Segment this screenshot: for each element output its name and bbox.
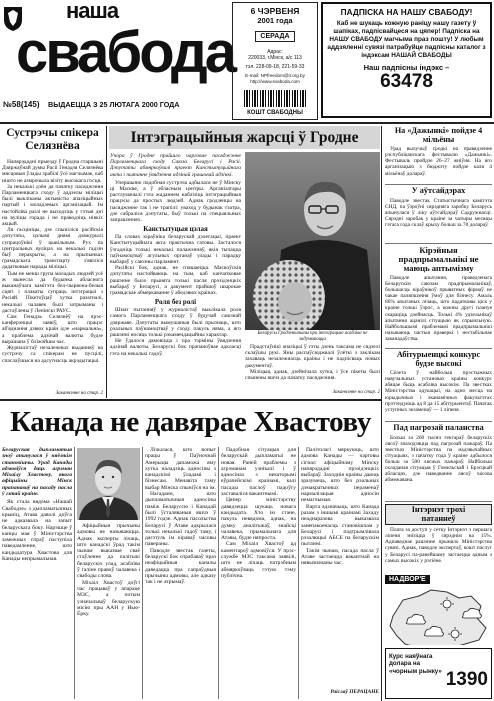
- paragraph: За некалькі дзён да пачатку пасяджэння Парламенцкага сходу ў аддзелы міліцыі былі выкліканы актывісты апазіцыйных партый і моладзевых арганізацый. Ім настойліва раілі не выходзіць у гэтыя дні на вуліцы горада і не праводзіць ніякіх акцый.: [2, 183, 103, 228]
- issue-since: ВЫДАЕЦЦА З 25 ЛЮТАГА 2000 ГОДА: [48, 100, 180, 109]
- paragraph: Шмат пытанняў у журналістаў выклікала роля самога Парламенцкага сходу ў будучай саюзнай дзяржаве. Дэпутаты вымушаныя былі прызнаць, што рэальных паўнамоцтваў у сходу пакуль няма, а яго рашэнні носяць толькі рэкамендацыйны характар.: [110, 307, 241, 339]
- khvastou-col-1: [2, 447, 72, 699]
- paragraph: Як стала вядома «Нашай Свабодзе» з дыпламатычных крыніц, Атава даволі доўга не адказвала на запыт беларускага боку. Нарэшце ў канцы мая ў Міністэрства замежных спраў паступіла паведамленне, што кандыдатура Хвастова для Канады непрымальная.: [2, 499, 72, 563]
- section-rule: [0, 399, 381, 401]
- brief-text: [385, 275, 492, 342]
- speaker-body: [2, 159, 103, 387]
- date-box: [232, 2, 318, 120]
- phones: тэл. 228-09-18, 221-59-33: [245, 64, 305, 70]
- weather-block: [385, 568, 492, 645]
- dollar-rate-label: Курс наяўнага долара на «чорным рынку»: [389, 653, 442, 675]
- paragraph: Урад вылучыў сродкі на правядзенне рэспубліканскага фестывалю «Дажынкі». Фестываль пройдзе 26–27 жніўня. На яго арганізацыю з бюджэту пойдзе каля 4 мільёнаў долараў.: [385, 146, 492, 177]
- brief-rule: [385, 184, 492, 185]
- issue-number: №58(145): [3, 100, 40, 109]
- paragraph: Такім чынам, пасада пасла ў Атаве застаецца вакантнай на нявызначаны час.: [301, 547, 379, 567]
- masthead-over: наша: [66, 0, 119, 23]
- brief-title: Пад пагрозай паланства: [393, 424, 484, 432]
- paragraph: Не ўдалося дамовіцца і пра тэрміны ўвядзення адзінай валюты. Беларускі бок прапаноўвае адкласці гэта на некалькі гадоў.: [110, 338, 241, 357]
- brief-item: [385, 246, 492, 347]
- main-intro: Учора ў Гродне прайшло чарговае пасяджэнне Парламенцкага сходу Саюза Беларусі і Расіі. Дэпутаты абмяркоўвалі праект Канстытуцыйнага акта і пытанне ўвядзення адзінай грашовай адзінкі.: [110, 153, 241, 178]
- subscription-index: 63478: [380, 70, 433, 92]
- brief-title: Кірэйныя прадпрымальнікі не маюць аптымізму: [398, 246, 479, 273]
- main-photo: [245, 152, 380, 330]
- khvastou-col-5: [301, 447, 379, 685]
- brief-rule: [385, 348, 492, 349]
- speaker-title: Сустрэчы спікера Селязнёва: [6, 127, 99, 152]
- paragraph: Палітолагі мяркуюць, што адмова Канады — чарговы сігнал афіцыйнаму Мінску напярэдадні прэзідэнцкіх выбараў. Заходнія краіны даюць зразумець, што без рэальных дэмакратычных пераменаў нармалізацыя адносін немагчымая.: [301, 447, 379, 504]
- paragraph: Варта адзначыць, што Канада разам з іншымі краінамі Захаду неаднаразова выказвала занепакоенасць становішчам у Беларусі і падтрымлівала рэзалюцыі АБСЕ па беларускім пытанні.: [301, 503, 379, 548]
- speaker-article: [2, 127, 103, 397]
- paragraph: Напярэдадні прыезду ў Гродна старшыні Дзяржаўнай думы Расіі Генадзя Селязнёва мясцовыя ўлады зрабілі ўсё магчымае, каб нішто не азмрочыла візіту высокага госця.: [2, 159, 103, 184]
- subscription-index-label: Наш падпісны індэкс –: [363, 62, 450, 72]
- brief-rule: [385, 501, 492, 502]
- paragraph: Падобная сітуацыя для беларускай дыпламатыі не новая. Раней праблемы з агрэманам узнікалі і ў адносінах з некаторымі еўрапейскімі краінамі, калі пасады паслоў падоўгу заставаліся вакантнымі.: [221, 447, 296, 498]
- subscription-box: [321, 2, 492, 118]
- column-rule: [298, 447, 299, 699]
- column-rule: [142, 447, 143, 699]
- brief-title: Інтэрнэт трохі патаннеў: [385, 504, 492, 525]
- paragraph: Міліцыя, аднак, дзейнічала хутка, і ўсе пікеты былі спынены яшчэ да пачатку пасяджэння.: [245, 368, 380, 382]
- paragraph: Нагадаем, што дыпламатычныя адносіны паміж Беларуссю і Канадай былі ўсталяваныя яшчэ ў 1992 годзе. Аднак пасольства Беларусі ў Атаве адкрылася толькі некалькі гадоў таму, і дагэтуль ім кіраваў часовы павераны.: [145, 491, 216, 548]
- subhead: Канстытуцыя цэлая: [143, 225, 208, 234]
- column-rule: [74, 447, 75, 699]
- paragraph: Міхаіл Хвастоў доўгі час працаваў у апараце МЗС, а потым узначальваў беларускую місію пры ААН у Нью-Ёрку.: [77, 579, 140, 618]
- brief-item: [385, 504, 492, 566]
- brief-text: [385, 370, 492, 413]
- paragraph: Тым не менш група маладых людзей усё ж вынесла да будынка абласнога выканаўчага камітэта бел-чырвона-белыя сцягі і плакаты супраць інтэграцыі з Расіяй. Пікетоўцаў хутка разагналі, некалькі чалавек былі затрыманы і дастаўлены ў Ленінскі РАУС.: [2, 270, 103, 314]
- khvastou-photo: [77, 448, 140, 520]
- paragraph: Больш за 260 тысяч гектараў беларускіх лясоў знаходзяцца пад пагрозай пажараў. Па звестках Міністэрства па надзвычайных сітуацыях, з пачатку года ў краіне адбылося больш за 500 лясных пажараў. Найбольш складаная сітуацыя ў Гомельскай і Брэсцкай абласцях, дзе наведванне лясоў часова абмежавана.: [385, 434, 492, 484]
- brief-item: [385, 187, 492, 242]
- main-after-photo: [245, 344, 380, 388]
- khvastou-intro: Беларуская дыпламатыя зноў апынулася ў няёмкім становішчы. Урад Канады адмовіўся даць агрэман Міхаілу Хвастову, якога афіцыйны Мінск прапанаваў на пасаду пасла ў гэтай краіне.: [2, 447, 72, 498]
- main-body: [110, 153, 241, 397]
- paragraph: Лічылася, што вопыт працы ў Паўночнай Амерыцы дапаможа яму хутка наладзіць адносіны з канадскімі ўладамі і бізнесам. Менавіта таму выбар Мінска спыніўся на ім.: [145, 447, 216, 491]
- column-rule: [381, 126, 382, 701]
- subscription-title: ПАДПІСКА НА НАШУ СВАБОДУ!: [340, 7, 473, 17]
- dollar-rate-box: [385, 648, 492, 699]
- website: http://www.svaboda.com: [250, 79, 300, 84]
- continued-note: Заканчэнне на стар. 2: [332, 390, 380, 395]
- address: 220033, г.Мінск, а/с 113: [248, 55, 302, 61]
- barcode: [244, 90, 306, 107]
- paragraph: Паводле апытання, праведзенага Беларускім саюзам прадпрымальнікаў, большасць кіраўнікоў прыватных фірмаў не чакае паляпшэння ўмоў для бізнесу. Амаль 86% апытаных лічаць, што падатковы ціск у краіне толькі ўзрос, а кожны другі плануе скараціць дзейнасць. Толькі 4% удзельнікаў апытання ацанілі сітуацыю як спрыяльную. Найбольшымі праблемамі прадпрымальнікі называюць частыя праверкі і нестабільнае заканадаўства.: [385, 275, 492, 342]
- dollar-rate-value: 1390: [445, 669, 488, 690]
- author-signature: Раіслаў ПЕРАЦАНЕ: [330, 689, 379, 695]
- email: E-mail: NPfreedom@it.org.by: [245, 73, 305, 78]
- paragraph: Цяпер міністэрству давядзецца шукаць новага кандыдата. Хто ім стане, пакуль невядома, аднак, на думку аналітыкаў, знайсці чалавека, прымальнага для Атавы, будзе няпроста.: [221, 497, 296, 542]
- khvastou-col-2: [77, 523, 140, 699]
- price: КОШТ СВАБОДНЫ: [247, 110, 303, 116]
- paragraph: Журналістаў незалежных выданняў на сустрэчу са спікерам не пусцілі, спаслаўшыся на адсутнасць акрэдытацыі.: [2, 345, 103, 364]
- masthead-title: свабода: [16, 20, 234, 85]
- address-label: Адрас:: [267, 49, 283, 55]
- main-headline: Інтэграцыйныя жарсці ў Гродне: [109, 126, 380, 149]
- issue-year: 2001 года: [257, 16, 293, 25]
- weather-map: [385, 586, 492, 645]
- khvastou-headline: Канада не давярае Хвастову: [10, 406, 371, 438]
- paragraph: Сам Генадзь Селязнёў на прэс-канферэнцыі заявіў, што працэс аб'яднання дзвюх краін ідзе «нармальна», а праблема адзінай валюты будзе вырашана ў бліжэйшы час.: [2, 314, 103, 345]
- subhead: Роля без ролі: [154, 298, 197, 307]
- brief-item: [385, 424, 492, 500]
- masthead: [0, 0, 234, 118]
- khvastou-col-4: [221, 447, 296, 699]
- paragraph: Прадстаўнікі апазіцыі ў гэты дзень таксама не сядзелі склаўшы рукі. Яны распаўсюджвалі ўлёткі з заклікам захаваць незалежнасць краіны і не падпісваць новых дакументаў.: [245, 344, 380, 369]
- paragraph: Сёлета ў найбольш прэстыжных навучальных установах краіны конкурс абяцае быць асабліва высокім. Па звестках Міністэрства адукацыі, на адно месца на юрыдычных і эканамічных факультэтах прэтэндуюць ад 8 да 15 абітурыентаў. Пачатак уступных экзаменаў — 1 ліпеня.: [385, 370, 492, 413]
- brief-text: [385, 527, 492, 564]
- brief-text: [385, 435, 492, 484]
- issue-date: 6 ЧЭРВЕНЯ: [250, 6, 300, 16]
- photo-caption: Беларусы Гродзеншчыны пра інтэграцыю асабліва не задумваюцца: [257, 331, 368, 342]
- brief-rule: [385, 243, 492, 244]
- khvastou-col-3: [145, 447, 216, 699]
- brief-text: [385, 198, 492, 228]
- header-rule: [0, 122, 494, 124]
- paragraph: Плата за доступ у сетку Інтэрнэт з першага ліпеня знізіцца ў сярэднім на 15%. Адпаведнае рашэнне прыняло Міністэрства сувязі. Аднак, паводле экспертаў, кошт паслуг у Беларусі па-ранейшаму застаецца адным з самых высокіх у рэгіёне.: [385, 527, 492, 564]
- paragraph: Па словах кіраўніка беларускай дэлегацыі, праект Канстытуцыйнага акта практычна гатовы. Засталося ўзгадніць толькі некалькі палажэнняў, якія тычацца паўнамоцтваў агульных органаў улады і парадку выбараў у саюзны парламент.: [110, 234, 241, 266]
- brief-title: На «Дажынкі» пойдзе 4 мільёны: [394, 127, 483, 144]
- paragraph: Упершыню падобная сустрэча адбылася не ў Мінску ці Маскве, а ў абласным цэнтры. Арганізатары растлумачылі гэта жаданнем наблізіць інтэграцыйныя працэсы да простых людзей. Аднак гродзенцы на пасяджэнне так і не трапілі: уваход у будынак тэатра, дзе сабраліся дэпутаты, быў толькі па спецыяльных запрашэннях.: [110, 179, 241, 224]
- paragraph: Афіцыйныя прычыны адмовы не называюцца. Аднак эксперты лічаць, што канадскі ўрад такім чынам выказвае сваё стаўленне да палітыкі беларускіх улад, асабліва ў галіне правоў чалавека і свабоды слова.: [77, 523, 140, 580]
- brief-rule: [385, 421, 492, 422]
- paragraph: Паводле звестак Статыстычнага камітэта СНД, па ўзроўні сярэдняга заробку Беларусь апынулася ў ліку аўтсайдэраў Садружнасці. Сярэдні заробак у краіне за чатыры месяцы гэтага года склаў крыху больш за 70 долараў.: [385, 197, 492, 228]
- brief-text: [385, 146, 492, 176]
- paragraph: Расійскі бок, аднак, не спяшаецца. Маскоўскія дэпутаты настойваюць на тым, каб канчатковае рашэнне было прынята толькі пасля прэзідэнцкіх выбараў у Беларусі, а дакумент прайшоў шырокае грамадскае абмеркаванне ў абедзвюх краінах.: [110, 265, 241, 297]
- subscription-body: Каб не шукаць кожную раніцу нашу газету ў шапіках, падпісвайцеся на цяпер! Падпіска на НАШУ СВАБОДУ магчыма праз пошту! У любым аддзяленні сувязі патрабуйце падпісны каталог з індэксам НАШАЙ СВАБОДЫ: [327, 20, 486, 59]
- brief-title: Абітурыенцкі конкурс будзе высокі: [396, 351, 481, 368]
- column-rule: [106, 126, 107, 398]
- column-rule: [218, 447, 219, 699]
- weather-label: НАДВОР'Е: [385, 575, 430, 584]
- brief-item: [385, 351, 492, 420]
- paragraph: Сам Міхаіл Хвастоў ад каментароў адмовіўся. У прэс-службе МЗС таксама заявілі, што не лічаць патрэбным абмяркоўваць гэтую тэму публічна.: [221, 541, 296, 579]
- continued-note: Заканчэнне на стар. 2: [55, 391, 103, 396]
- issue-weekday: СЕРАДА: [255, 31, 294, 42]
- brief-title: У аўтсайдэрах: [411, 187, 466, 195]
- brief-item: [385, 127, 492, 183]
- paragraph: Паводле звестак газеты, беларускі бок спрабаваў праз неафіцыйныя каналы даведацца пра сапраўдныя прычыны адмовы, але адказу так і не атрымаў.: [145, 547, 216, 586]
- paragraph: Ля гасцініцы, дзе спыніліся расійскія дэпутаты, цэлымі днямі дзяжурылі супрацоўнікі ў цывільным. Рух па цэнтральных вуліцах на некалькі гадзін быў перакрыты, а на прыпынках грамадскага транспарту з'явіліся дадатковыя нарады міліцыі.: [2, 227, 103, 271]
